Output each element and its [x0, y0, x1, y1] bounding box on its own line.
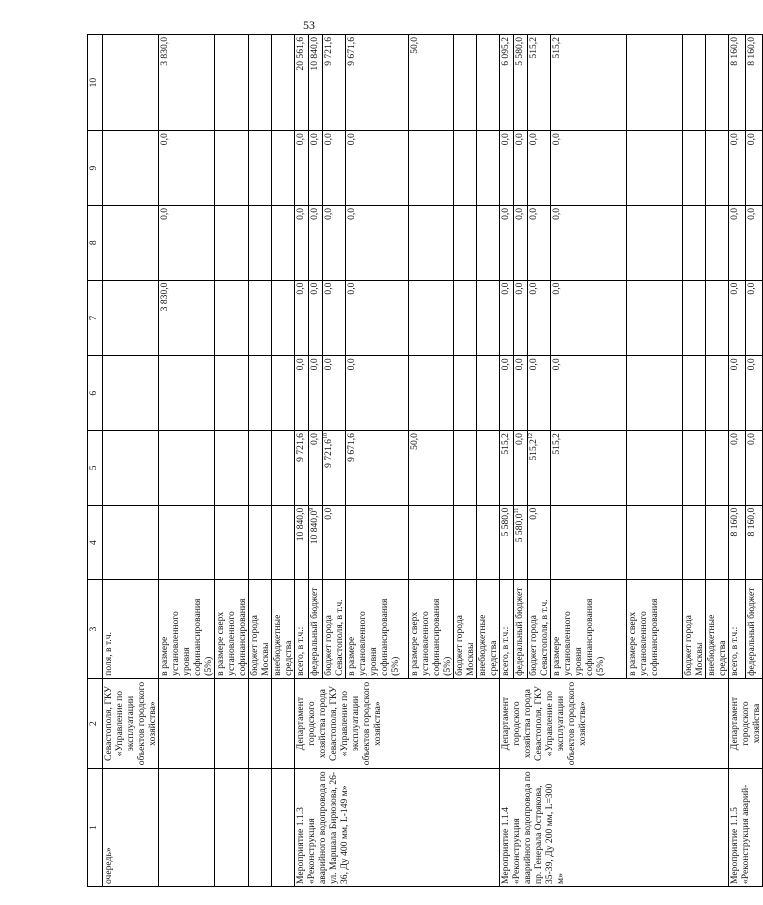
value-cell — [627, 431, 683, 506]
value-cell: 0,0 — [159, 205, 215, 280]
value-cell — [409, 280, 454, 356]
value-cell: 0,0 — [346, 356, 409, 431]
value-cell — [272, 205, 295, 280]
value-cell — [454, 35, 477, 131]
value-cell: 0,0 — [746, 431, 763, 506]
source-cell: бюджет города Москвы — [454, 580, 477, 678]
value-cell — [323, 431, 346, 506]
footnote-ref: 12 — [527, 433, 534, 440]
value-cell — [272, 505, 295, 580]
table-row — [295, 35, 309, 887]
value-cell: 5 580,0 — [500, 505, 514, 580]
value-cell: 0,0 — [500, 356, 514, 431]
header-col-5: 5 — [88, 431, 103, 506]
value-cell: 3 830,0 — [159, 35, 215, 131]
activity-cell: Мероприятие 1.1.3 «Реконструкция аварийного водопровода по ул. Маршала Бирюзова, 26-36, Ду 400 мм, L-149 м» — [295, 769, 500, 887]
value-cell — [159, 505, 215, 580]
value-text: 9 721,6 — [323, 439, 334, 468]
responsible-cell — [272, 678, 295, 769]
value-cell — [627, 131, 683, 206]
value-cell: 0,0 — [551, 131, 627, 206]
value-cell — [683, 205, 706, 280]
value-cell — [683, 280, 706, 356]
value-cell: 0,0 — [500, 280, 514, 356]
value-cell: 8 160,0 — [746, 35, 763, 131]
value-cell: 515,2 — [528, 35, 551, 131]
source-cell: в размере сверх установленного софинансирования — [215, 580, 249, 678]
value-cell: 0,0 — [159, 131, 215, 206]
value-cell — [514, 505, 528, 580]
value-cell — [683, 35, 706, 131]
value-cell: 0,0 — [551, 280, 627, 356]
footnote-ref: 10 — [322, 433, 329, 440]
value-cell — [215, 356, 249, 431]
source-cell: поля, в т.ч. — [103, 580, 159, 678]
value-cell — [272, 356, 295, 431]
value-cell — [683, 431, 706, 506]
value-cell: 0,0 — [528, 280, 551, 356]
value-cell — [215, 205, 249, 280]
value-cell — [683, 131, 706, 206]
value-cell — [706, 35, 729, 131]
value-cell — [454, 131, 477, 206]
value-cell — [409, 356, 454, 431]
value-cell — [159, 431, 215, 506]
page-number: 53 — [303, 18, 315, 32]
value-cell — [309, 505, 323, 580]
value-cell — [477, 356, 500, 431]
responsible-cell: Департамент городского хозяйства — [729, 678, 763, 769]
value-cell — [409, 131, 454, 206]
value-cell — [103, 431, 159, 506]
source-cell: бюджет города Севастополя, в т.ч. — [323, 580, 346, 678]
value-cell — [272, 280, 295, 356]
value-cell: 515,2 — [551, 431, 627, 506]
responsible-cell — [215, 678, 249, 769]
value-cell: 0,0 — [309, 431, 323, 506]
value-cell: 0,0 — [500, 131, 514, 206]
value-cell — [215, 505, 249, 580]
value-cell: 0,0 — [729, 131, 746, 206]
value-cell — [551, 505, 627, 580]
value-cell: 10 840,0 — [295, 505, 309, 580]
value-cell: 0,0 — [514, 431, 528, 506]
source-cell: федеральный бюджет — [514, 580, 528, 678]
value-cell: 0,0 — [729, 431, 746, 506]
value-cell: 0,0 — [346, 205, 409, 280]
value-cell — [249, 431, 272, 506]
value-cell: 0,0 — [309, 205, 323, 280]
header-col-8: 8 — [88, 205, 103, 280]
value-cell: 50,0 — [409, 431, 454, 506]
value-cell — [249, 356, 272, 431]
value-cell — [627, 35, 683, 131]
value-cell — [477, 505, 500, 580]
value-cell — [477, 205, 500, 280]
value-cell — [249, 131, 272, 206]
activity-cell — [159, 769, 215, 887]
value-cell — [159, 356, 215, 431]
value-cell — [683, 356, 706, 431]
value-cell: 8 160,0 — [746, 505, 763, 580]
value-cell: 0,0 — [528, 131, 551, 206]
value-cell — [477, 35, 500, 131]
header-row — [88, 35, 103, 887]
value-cell: 0,0 — [528, 205, 551, 280]
value-cell: 0,0 — [295, 280, 309, 356]
responsible-cell: Севастополя, ГКУ «Управление по эксплуатации объектов городского хозяйства» — [103, 678, 159, 769]
header-col-3: 3 — [88, 580, 103, 678]
value-cell — [103, 131, 159, 206]
value-cell: 5 580,0 — [514, 35, 528, 131]
table-row — [103, 35, 159, 887]
value-cell: 0,0 — [309, 280, 323, 356]
footnote-ref: 9 — [308, 507, 315, 511]
value-cell: 0,0 — [295, 131, 309, 206]
source-cell: в размере сверх установленного софинансирования (5%) — [409, 580, 454, 678]
value-cell: 0,0 — [323, 356, 346, 431]
footnote-ref: 11 — [513, 507, 520, 514]
source-cell: в размере установленного уровня софинансирования (5%) — [346, 580, 409, 678]
value-cell: 8 160,0 — [729, 35, 746, 131]
value-cell — [272, 131, 295, 206]
value-cell: 6 095,2 — [500, 35, 514, 131]
value-cell — [627, 205, 683, 280]
value-cell: 0,0 — [514, 131, 528, 206]
value-cell: 0,0 — [295, 205, 309, 280]
table-row — [159, 35, 215, 887]
value-text: 5 580,0 — [514, 513, 525, 543]
value-cell — [249, 205, 272, 280]
table-row — [215, 35, 249, 887]
activity-cell — [272, 769, 295, 887]
value-cell: 8 160,0 — [729, 505, 746, 580]
value-cell — [454, 356, 477, 431]
value-cell — [409, 205, 454, 280]
value-cell — [249, 505, 272, 580]
value-cell — [215, 431, 249, 506]
source-cell: внебюджетные средства — [272, 580, 295, 678]
value-cell — [215, 131, 249, 206]
responsible-cell — [249, 678, 272, 769]
value-cell — [103, 505, 159, 580]
header-col-6: 6 — [88, 356, 103, 431]
value-cell: 0,0 — [323, 205, 346, 280]
value-cell: 0,0 — [500, 205, 514, 280]
value-cell: 0,0 — [309, 356, 323, 431]
value-cell: 0,0 — [514, 356, 528, 431]
source-cell: в размере установленного уровня софинансирования (5%) — [551, 580, 627, 678]
value-cell — [454, 505, 477, 580]
source-cell: всего, в т.ч.: — [729, 580, 746, 678]
value-cell: 0,0 — [729, 280, 746, 356]
table-row — [249, 35, 272, 887]
table-row — [272, 35, 295, 887]
header-col-4: 4 — [88, 505, 103, 580]
value-cell — [528, 431, 551, 506]
value-cell — [477, 431, 500, 506]
source-cell: внебюджетные средства — [477, 580, 500, 678]
source-cell: в размере сверх установленного софинансирования — [627, 580, 683, 678]
value-cell — [454, 205, 477, 280]
value-cell — [103, 356, 159, 431]
value-cell — [706, 280, 729, 356]
value-cell — [627, 280, 683, 356]
value-cell — [706, 505, 729, 580]
value-cell: 0,0 — [551, 356, 627, 431]
value-cell — [249, 280, 272, 356]
value-cell — [477, 131, 500, 206]
value-cell: 0,0 — [323, 131, 346, 206]
value-cell — [683, 505, 706, 580]
value-cell — [346, 505, 409, 580]
value-cell: 0,0 — [295, 356, 309, 431]
source-cell: всего, в т.ч.: — [500, 580, 514, 678]
source-cell: в размере установленного уровня софинансирования (5%) — [159, 580, 215, 678]
value-cell: 3 830,0 — [159, 280, 215, 356]
value-cell: 0,0 — [309, 131, 323, 206]
value-cell — [409, 505, 454, 580]
value-cell — [706, 205, 729, 280]
value-cell: 0,0 — [729, 356, 746, 431]
header-col-10: 10 — [88, 35, 103, 131]
value-cell: 9 671,6 — [346, 431, 409, 506]
value-cell — [627, 356, 683, 431]
source-cell: внебюджетные средства — [706, 580, 729, 678]
value-text: 515,2 — [528, 439, 539, 461]
value-cell: 0,0 — [746, 356, 763, 431]
value-cell: 50,0 — [409, 35, 454, 131]
value-cell: 0,0 — [729, 205, 746, 280]
value-cell — [706, 131, 729, 206]
activity-cell: Мероприятие 1.1.4 «Реконструкция аварийного водопровода по пр. Генерала Острякова, 35-39, Ду 200 мм, L=300 м» — [500, 769, 729, 887]
header-col-7: 7 — [88, 280, 103, 356]
value-cell: 9 671,6 — [346, 35, 409, 131]
value-cell: 0,0 — [551, 205, 627, 280]
table-row — [729, 35, 746, 887]
source-cell: бюджет города Севастополя, в т.ч. — [528, 580, 551, 678]
activity-cell: очередь» — [103, 769, 159, 887]
value-cell: 0,0 — [746, 280, 763, 356]
activity-cell — [215, 769, 249, 887]
value-cell: 9 721,6 — [323, 35, 346, 131]
value-cell — [454, 280, 477, 356]
value-cell — [272, 35, 295, 131]
value-cell — [627, 505, 683, 580]
header-col-9: 9 — [88, 131, 103, 206]
value-cell: 0,0 — [514, 205, 528, 280]
value-cell: 0,0 — [323, 280, 346, 356]
responsible-cell: Департамент городского хозяйства города Севастополя, ГКУ «Управление по эксплуатации объектов городского хозяйства» — [500, 678, 729, 769]
value-cell: 0,0 — [528, 505, 551, 580]
source-cell: всего, в т.ч.: — [295, 580, 309, 678]
value-cell: 0,0 — [346, 280, 409, 356]
value-cell — [272, 431, 295, 506]
value-cell — [249, 35, 272, 131]
value-cell — [215, 280, 249, 356]
value-cell: 0,0 — [514, 280, 528, 356]
value-cell — [103, 35, 159, 131]
activity-cell: Мероприятие 1.1.5 «Реконструкция аварий- — [729, 769, 763, 887]
value-cell — [477, 280, 500, 356]
value-cell: 0,0 — [746, 131, 763, 206]
budget-table — [87, 34, 763, 887]
value-cell: 10 840,0 — [309, 35, 323, 131]
source-cell: бюджет города Москвы — [249, 580, 272, 678]
header-col-2: 2 — [88, 678, 103, 769]
activity-cell — [249, 769, 272, 887]
value-cell: 0,0 — [746, 205, 763, 280]
source-cell: федеральный бюджет — [746, 580, 763, 678]
value-cell: 0,0 — [323, 505, 346, 580]
source-cell: бюджет города Москвы — [683, 580, 706, 678]
responsible-cell — [159, 678, 215, 769]
value-text: 10 840,0 — [309, 510, 320, 545]
value-cell — [103, 205, 159, 280]
value-cell — [103, 280, 159, 356]
value-cell: 0,0 — [346, 131, 409, 206]
value-cell — [215, 35, 249, 131]
value-cell — [706, 356, 729, 431]
header-col-1: 1 — [88, 769, 103, 887]
responsible-cell: Департамент городского хозяйства города Севастополя, ГКУ «Управление по эксплуатации объектов городского хозяйства» — [295, 678, 500, 769]
value-cell — [454, 431, 477, 506]
value-cell: 20 561,6 — [295, 35, 309, 131]
table-row — [500, 35, 514, 887]
rotated-page — [87, 34, 762, 887]
value-cell: 0,0 — [528, 356, 551, 431]
value-cell — [706, 431, 729, 506]
value-cell: 9 721,6 — [295, 431, 309, 506]
value-cell: 515,2 — [500, 431, 514, 506]
value-cell: 515,2 — [551, 35, 627, 131]
source-cell: федеральный бюджет — [309, 580, 323, 678]
